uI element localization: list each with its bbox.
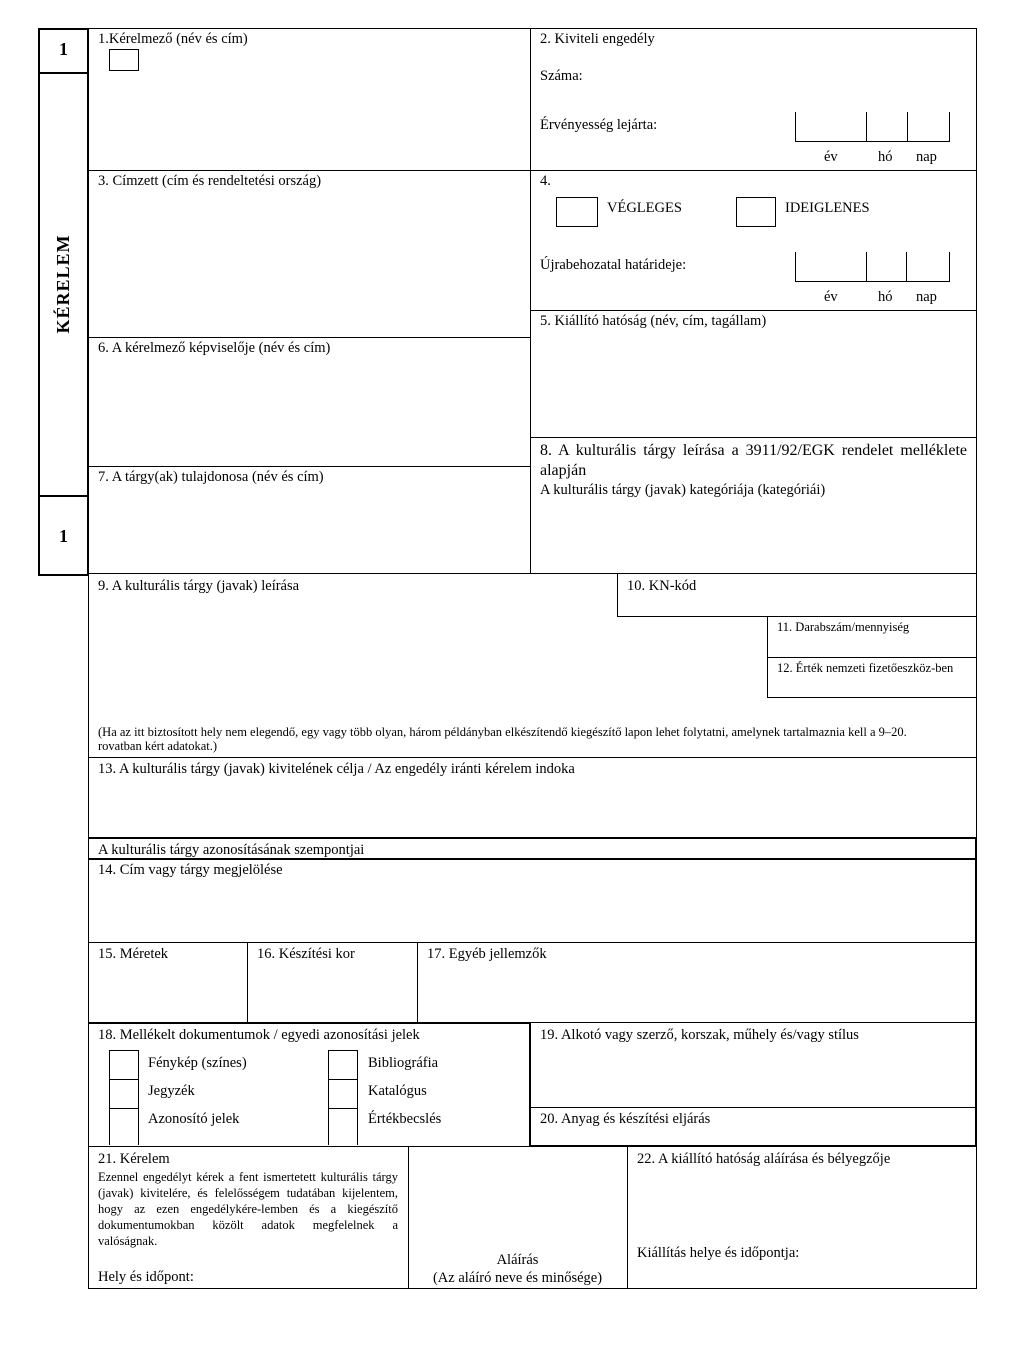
- field-1-label: 1.Kérelmező (név és cím): [98, 31, 248, 47]
- line-top-9: [88, 573, 976, 574]
- field-4-date-year: év: [824, 289, 838, 305]
- signature-label: Aláírás: [496, 1252, 539, 1268]
- field-10-left-border: [617, 573, 618, 616]
- field-21-place-label: Hely és időpont:: [98, 1269, 194, 1285]
- field-5-label: 5. Kiállító hatóság (név, cím, tagállam): [540, 313, 767, 329]
- field-14-label: 14. Cím vagy tárgy megjelölése: [98, 862, 283, 878]
- field-13-label: 13. A kulturális tárgy (javak) kivitelének célja / Az engedély iránti kérelem indoka: [98, 761, 575, 777]
- field-18-item-bibliography: Bibliográfia: [368, 1055, 439, 1071]
- field-21-title: 21. Kérelem: [98, 1151, 170, 1167]
- field-4-reimport-label: Újrabehozatal határideje:: [540, 257, 687, 273]
- field-18-label: 18. Mellékelt dokumentumok / egyedi azonosítási jelek: [98, 1027, 420, 1043]
- field-18-item-photo: Fénykép (színes): [148, 1055, 247, 1071]
- signature-sublabel: (Az aláíró neve és minősége): [432, 1270, 603, 1286]
- field-18-item-catalogue: Katalógus: [368, 1083, 427, 1099]
- divider-top-col: [530, 28, 531, 574]
- frame-right-thick: [975, 837, 977, 1147]
- field-4-date-input[interactable]: [795, 252, 951, 282]
- field-18-checkbox-bibliography[interactable]: [328, 1050, 358, 1080]
- field-2-number-label: Száma:: [540, 68, 583, 84]
- field-9-label: 9. A kulturális tárgy (javak) leírása: [98, 578, 300, 594]
- field-18-checkbox-ident-marks[interactable]: [109, 1108, 139, 1145]
- field-10-label: 10. KN-kód: [627, 578, 697, 594]
- side-number-top: 1: [59, 39, 68, 59]
- field-2-expiry-label: Érvényesség lejárta:: [540, 117, 658, 133]
- line-top-18-thick: [88, 1022, 531, 1024]
- side-vertical-label: KÉRELEM: [53, 234, 73, 334]
- field-9-note: (Ha az itt biztosított hely nem elegendő, egy vagy több olyan, három példányban elkészítendő kiegészítő lapon lehet folytatni, amelynek tartalmaznia kell a 9–20. rovatban kért adatokat.): [98, 725, 907, 753]
- field-4-final-label: VÉGLEGES: [607, 200, 682, 216]
- line-ident-header: [88, 858, 977, 860]
- field-8-subtitle: A kulturális tárgy (javak) kategóriája (kategóriái): [540, 482, 826, 498]
- field-7-label: 7. A tárgy(ak) tulajdonosa (név és cím): [98, 469, 324, 485]
- field-1-checkbox[interactable]: [109, 49, 139, 71]
- field-2-date-input[interactable]: [795, 112, 951, 142]
- field-18-checkbox-valuation[interactable]: [328, 1108, 358, 1145]
- field-22-label: 22. A kiállító hatóság aláírása és bélyegzője: [637, 1151, 891, 1167]
- field-3-label: 3. Címzett (cím és rendeltetési ország): [98, 173, 322, 189]
- frame-left: [88, 28, 89, 1289]
- field-2-date-day: nap: [916, 149, 937, 165]
- field-18-item-ident-marks: Azonosító jelek: [148, 1111, 240, 1127]
- field-4-final-checkbox[interactable]: [556, 197, 598, 227]
- field-22-place-label: Kiállítás helye és időpontja:: [637, 1245, 800, 1261]
- divider-15-16: [247, 942, 248, 1022]
- field-2-date-year: év: [824, 149, 838, 165]
- field-6-label: 6. A kérelmező képviselője (név és cím): [98, 340, 331, 356]
- field-4-date-day: nap: [916, 289, 937, 305]
- field-16-label: 16. Készítési kor: [257, 946, 355, 962]
- field-4-date-month: hó: [878, 289, 893, 305]
- line-top-15: [88, 942, 976, 943]
- field-18-checkbox-catalogue[interactable]: [328, 1079, 358, 1109]
- line-ident-top: [88, 837, 977, 839]
- line-4-5: [530, 310, 976, 311]
- line-10-11: [617, 616, 976, 617]
- line-3-6: [88, 337, 531, 338]
- divider-16-17: [417, 942, 418, 1022]
- field-19-label: 19. Alkotó vagy szerző, korszak, műhely és/vagy stílus: [540, 1027, 859, 1043]
- line-19-20: [530, 1107, 976, 1108]
- ident-header: A kulturális tárgy azonosításának szempontjai: [98, 842, 365, 858]
- frame-bottom: [88, 1288, 977, 1289]
- field-4-label: 4.: [540, 173, 551, 189]
- field-18-checkbox-list[interactable]: [109, 1079, 139, 1109]
- field-18-item-valuation: Értékbecslés: [368, 1111, 442, 1127]
- divider-signature-22: [627, 1146, 628, 1288]
- field-4-temporary-checkbox[interactable]: [736, 197, 776, 227]
- field-12-label: 12. Érték nemzeti fizetőeszköz-ben: [777, 661, 954, 675]
- side-number-bottom: 1: [59, 526, 68, 546]
- line-12-bottom: [767, 697, 976, 698]
- field-11-label: 11. Darabszám/mennyiség: [777, 620, 910, 634]
- frame-top: [88, 28, 977, 29]
- field-2-title: 2. Kiviteli engedély: [540, 31, 655, 47]
- line-11-12: [767, 657, 976, 658]
- field-20-label: 20. Anyag és készítési eljárás: [540, 1111, 711, 1127]
- field-4-temporary-label: IDEIGLENES: [785, 200, 870, 216]
- line-5-8: [530, 437, 976, 438]
- field-15-label: 15. Méretek: [98, 946, 169, 962]
- field-2-date-month: hó: [878, 149, 893, 165]
- field-18-item-list: Jegyzék: [148, 1083, 195, 1099]
- line-6-7: [88, 466, 531, 467]
- field-18-checkbox-photo[interactable]: [109, 1050, 139, 1080]
- field-8-title: 8. A kulturális tárgy leírása a 3911/92/EGK rendelet melléklete alapján: [540, 442, 967, 479]
- line-1-3: [88, 170, 976, 171]
- field-21-body: Ezennel engedélyt kérek a fent ismertetett kulturális tárgy (javak) kivitelére, és felelősségem tudatában kijelentem, hogy az ezen engedélykére-lemben és a kiegészítő dokumentumokban közölt adatok megfelelnek a valóságnak.: [98, 1170, 398, 1248]
- line-top-13: [88, 757, 976, 758]
- line-top-21: [88, 1146, 977, 1147]
- field-17-label: 17. Egyéb jellemzők: [427, 946, 547, 962]
- divider-18-19: [529, 1022, 531, 1147]
